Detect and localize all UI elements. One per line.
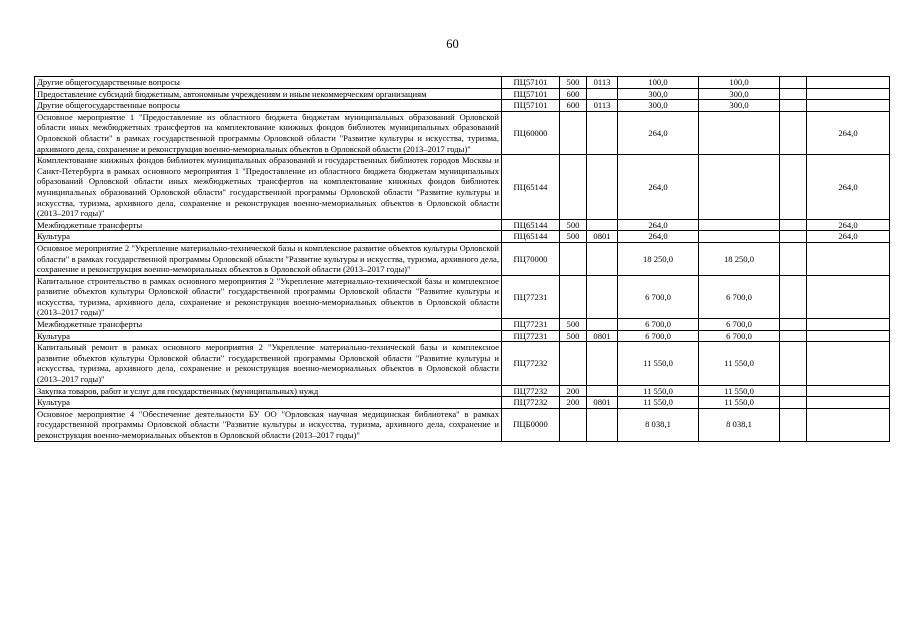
amount-1: 264,0 [618,155,699,220]
row-description: Межбюджетные трансферты [35,219,502,231]
expense-type-code: 600 [560,100,587,112]
amount-2 [699,219,780,231]
expense-type-code: 600 [560,88,587,100]
amount-3 [807,397,890,409]
amount-1: 6 700,0 [618,319,699,331]
amount-2: 300,0 [699,100,780,112]
blank-cell [780,275,807,318]
blank-cell [780,385,807,397]
program-code: ПЦБ0000 [502,408,560,441]
row-description: Культура [35,231,502,243]
blank-cell [780,342,807,385]
amount-3: 264,0 [807,231,890,243]
amount-3 [807,88,890,100]
amount-2: 18 250,0 [699,242,780,275]
row-description: Капитальное строительство в рамках основного мероприятия 2 "Укрепление материально-технической базы и комплексное развитие объектов культуры Орловской области" государственной программы Орловской области "Развитие культуры и искусства, туризма, архивного дела, сохранение и реконструкция военно-мемориальных объектов в Орловской области (2013–2017 годы)" [35,275,502,318]
program-code: ПЦ77231 [502,330,560,342]
section-code [587,319,618,331]
blank-cell [780,408,807,441]
amount-1: 264,0 [618,111,699,154]
section-code [587,342,618,385]
amount-3: 264,0 [807,155,890,220]
amount-1: 18 250,0 [618,242,699,275]
row-description: Основное мероприятие 2 "Укрепление материально-технической базы и комплексное развитие объектов культуры Орловской области" в рамках государственной программы Орловской области "Развитие культуры и искусства, туризма, архивного дела, сохранение и реконструкция военно-мемориальных объектов в Орловской области (2013–2017 годы)" [35,242,502,275]
budget-table-body [35,77,890,442]
amount-1: 11 550,0 [618,397,699,409]
blank-cell [780,319,807,331]
amount-2: 6 700,0 [699,330,780,342]
amount-1: 8 038,1 [618,408,699,441]
row-description: Другие общегосударственные вопросы [35,77,502,89]
program-code: ПЦ65144 [502,155,560,220]
amount-2: 100,0 [699,77,780,89]
amount-2: 6 700,0 [699,319,780,331]
expense-type-code: 500 [560,319,587,331]
amount-1: 264,0 [618,231,699,243]
section-code [587,242,618,275]
section-code: 0801 [587,330,618,342]
expense-type-code [560,242,587,275]
expense-type-code: 500 [560,330,587,342]
program-code: ПЦ77232 [502,342,560,385]
table-row [35,155,890,220]
row-description: Предоставление субсидий бюджетным, автономным учреждениям и иным некоммерческим организациям [35,88,502,100]
table-row [35,319,890,331]
amount-2: 11 550,0 [699,397,780,409]
expense-type-code [560,155,587,220]
program-code: ПЦ77232 [502,397,560,409]
amount-3 [807,330,890,342]
program-code: ПЦ77231 [502,275,560,318]
blank-cell [780,397,807,409]
expense-type-code: 500 [560,219,587,231]
section-code [587,111,618,154]
expense-type-code [560,275,587,318]
amount-1: 264,0 [618,219,699,231]
section-code: 0113 [587,100,618,112]
amount-3: 264,0 [807,111,890,154]
section-code: 0801 [587,397,618,409]
program-code: ПЦ60000 [502,111,560,154]
section-code [587,219,618,231]
section-code [587,408,618,441]
amount-1: 11 550,0 [618,342,699,385]
row-description: Основное мероприятие 1 "Предоставление из областного бюджета бюджетам муниципальных образований Орловской области иных межбюджетных трансфертов на комплектование книжных фондов библиотек муниципальных образований Орловской области" в рамках государственной программы Орловской области "Развитие культуры и искусства, туризма, архивного дела, сохранение и реконструкция военно-мемориальных объектов в Орловской области (2013–2017 годы)" [35,111,502,154]
table-row [35,111,890,154]
row-description: Закупка товаров, работ и услуг для государственных (муниципальных) нужд [35,385,502,397]
amount-2: 6 700,0 [699,275,780,318]
program-code: ПЦ57101 [502,100,560,112]
program-code: ПЦ77232 [502,385,560,397]
table-row [35,242,890,275]
amount-3 [807,100,890,112]
amount-1: 300,0 [618,100,699,112]
table-row [35,77,890,89]
section-code [587,155,618,220]
amount-2 [699,231,780,243]
program-code: ПЦ65144 [502,231,560,243]
program-code: ПЦ65144 [502,219,560,231]
row-description: Основное мероприятие 4 "Обеспечение деятельности БУ ОО "Орловская научная медицинская библиотека" в рамках государственной программы Орловской области "Развитие культуры и искусства, туризма, архивного дела, сохранение и реконструкция военно-мемориальных объектов в Орловской области (2013–2017 годы)" [35,408,502,441]
expense-type-code: 500 [560,77,587,89]
row-description: Культура [35,330,502,342]
amount-1: 6 700,0 [618,275,699,318]
amount-2 [699,111,780,154]
section-code: 0801 [587,231,618,243]
section-code [587,275,618,318]
amount-1: 100,0 [618,77,699,89]
row-description: Межбюджетные трансферты [35,319,502,331]
blank-cell [780,100,807,112]
amount-3: 264,0 [807,219,890,231]
program-code: ПЦ57101 [502,88,560,100]
amount-1: 300,0 [618,88,699,100]
table-row [35,330,890,342]
blank-cell [780,219,807,231]
amount-2 [699,155,780,220]
table-row [35,385,890,397]
amount-2: 11 550,0 [699,342,780,385]
expense-type-code [560,342,587,385]
table-row [35,219,890,231]
amount-3 [807,408,890,441]
table-row [35,397,890,409]
row-description: Комплектование книжных фондов библиотек муниципальных образований и государственных библиотек городов Москвы и Санкт-Петербурга в рамках основного мероприятия 1 "Предоставление из областного бюджета бюджетам муниципальных образований Орловской области иных межбюджетных трансфертов на комплектование книжных фондов библиотек муниципальных образований Орловской области" государственной программы Орловской области "Развитие культуры и искусства, туризма, архивного дела, сохранение и реконструкция военно-мемориальных объектов в Орловской области (2013–2017 годы)" [35,155,502,220]
amount-3 [807,342,890,385]
amount-3 [807,319,890,331]
amount-1: 6 700,0 [618,330,699,342]
expense-type-code: 500 [560,231,587,243]
expense-type-code: 200 [560,397,587,409]
amount-2: 300,0 [699,88,780,100]
table-row [35,408,890,441]
blank-cell [780,231,807,243]
amount-3 [807,242,890,275]
program-code: ПЦ77231 [502,319,560,331]
blank-cell [780,242,807,275]
amount-3 [807,77,890,89]
expense-type-code [560,111,587,154]
expense-type-code: 200 [560,385,587,397]
section-code [587,385,618,397]
table-row [35,275,890,318]
amount-2: 11 550,0 [699,385,780,397]
amount-1: 11 550,0 [618,385,699,397]
blank-cell [780,155,807,220]
program-code: ПЦ57101 [502,77,560,89]
expense-type-code [560,408,587,441]
table-row [35,342,890,385]
table-row [35,100,890,112]
amount-3 [807,385,890,397]
table-row [35,231,890,243]
section-code: 0113 [587,77,618,89]
blank-cell [780,88,807,100]
section-code [587,88,618,100]
row-description: Другие общегосударственные вопросы [35,100,502,112]
amount-3 [807,275,890,318]
row-description: Культура [35,397,502,409]
blank-cell [780,111,807,154]
budget-table [34,76,890,442]
table-row [35,88,890,100]
page-number: 60 [446,37,459,51]
amount-2: 8 038,1 [699,408,780,441]
program-code: ПЦ70000 [502,242,560,275]
blank-cell [780,330,807,342]
row-description: Капитальный ремонт в рамках основного мероприятия 2 "Укрепление материально-технической базы и комплексное развитие объектов культуры Орловской области" государственной программы Орловской области "Развитие культуры и искусства, туризма, архивного дела, сохранение и реконструкция военно-мемориальных объектов в Орловской области (2013–2017 годы)" [35,342,502,385]
blank-cell [780,77,807,89]
